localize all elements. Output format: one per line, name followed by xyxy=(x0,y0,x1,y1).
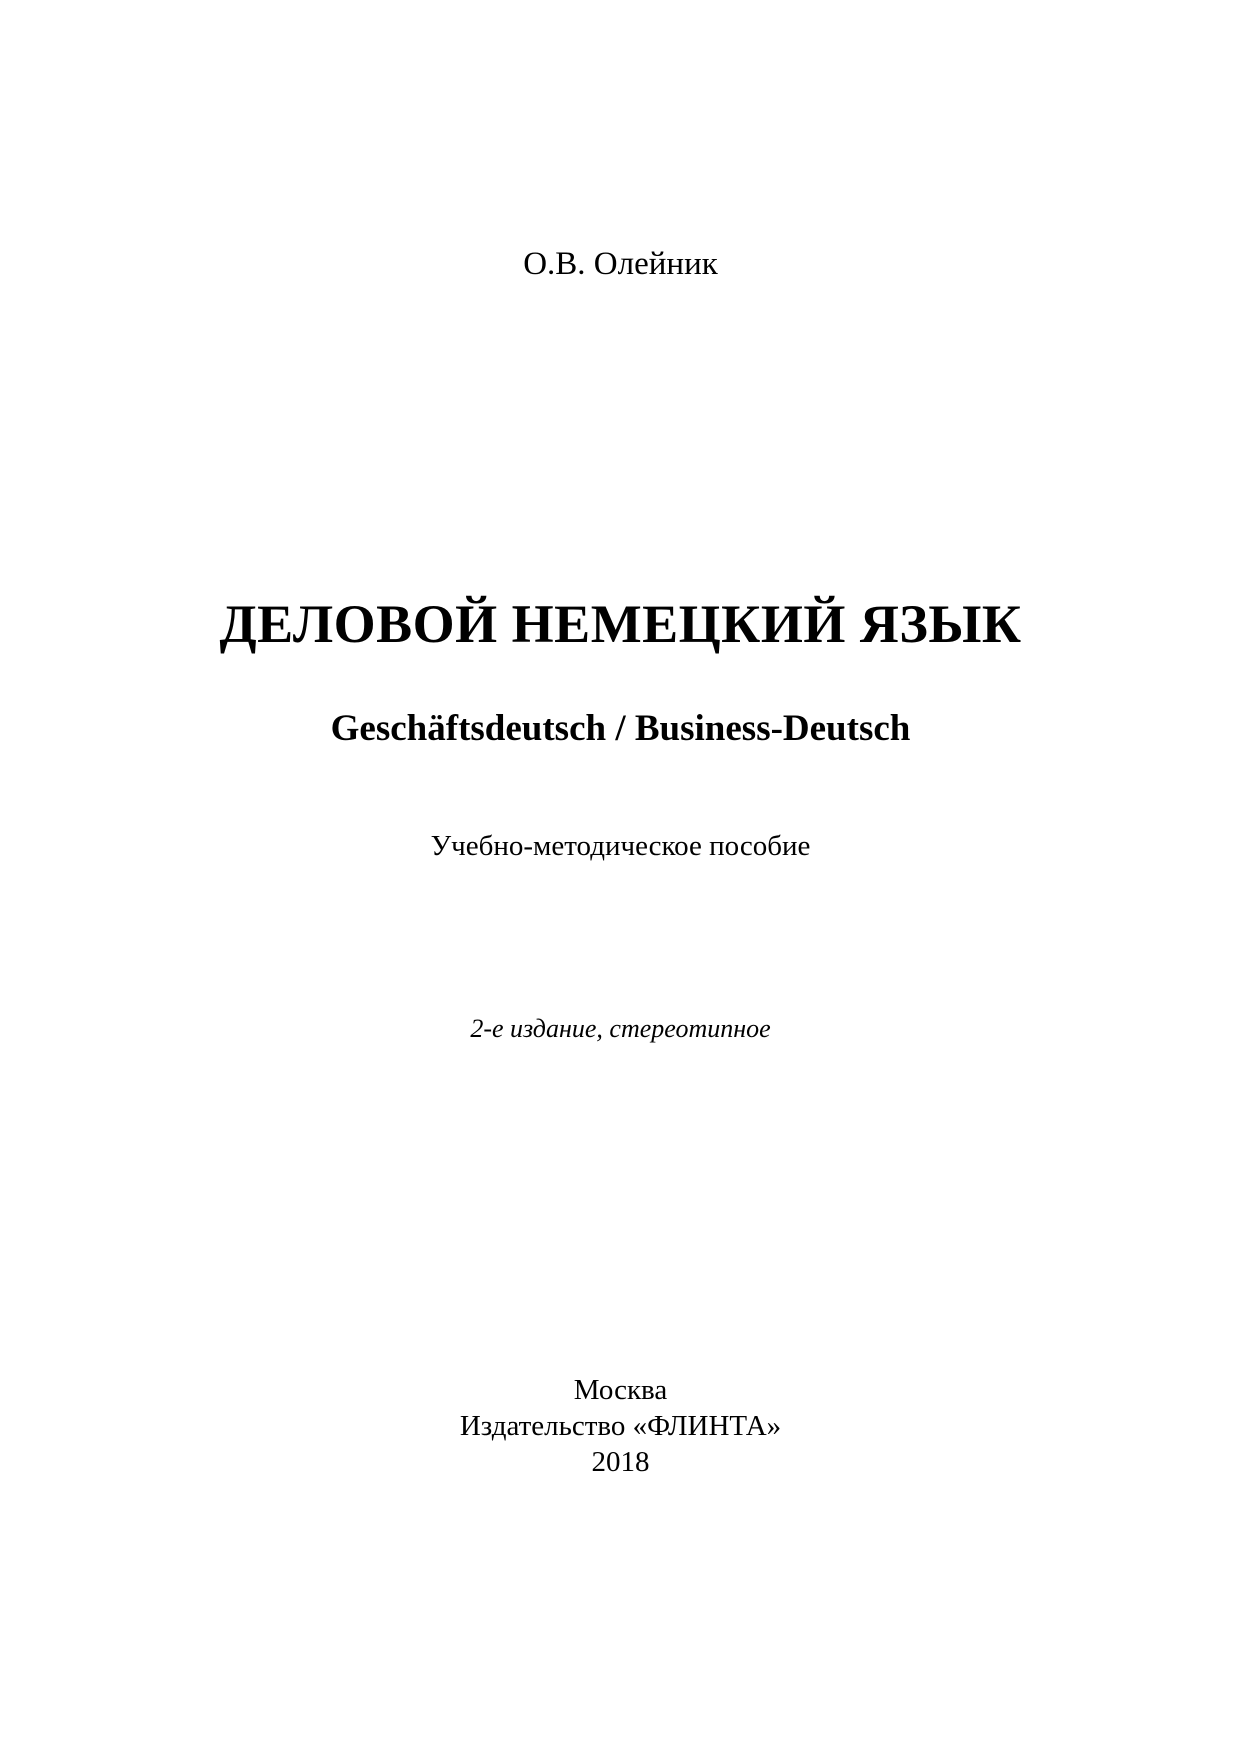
author-name: О.В. Олейник xyxy=(523,246,718,282)
imprint-year: 2018 xyxy=(591,1446,650,1478)
imprint-publisher: Издательство «ФЛИНТА» xyxy=(459,1410,782,1442)
edition-note: 2-е издание, стереотипное xyxy=(470,1014,771,1043)
publication-type: Учебно-методическое пособие xyxy=(430,830,811,862)
book-subtitle: Geschäftsdeutsch / Business-Deutsch xyxy=(330,708,911,749)
imprint xyxy=(0,1372,1241,1480)
imprint-city: Москва xyxy=(573,1374,668,1406)
book-title: ДЕЛОВОЙ НЕМЕЦКИЙ ЯЗЫК xyxy=(219,594,1022,654)
